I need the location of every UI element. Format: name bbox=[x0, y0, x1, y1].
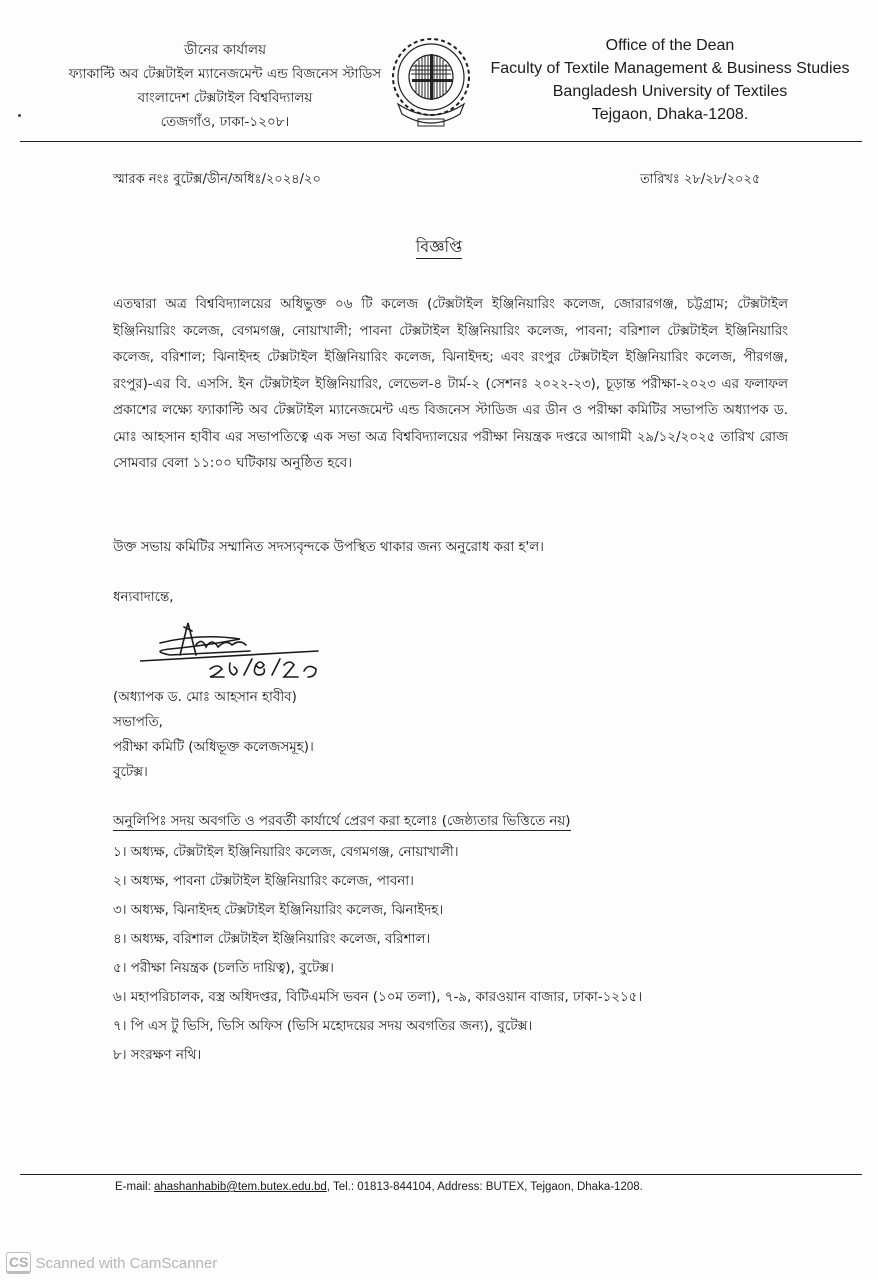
university-name-en: Bangladesh University of Textiles bbox=[552, 83, 788, 100]
header-bangla bbox=[30, 38, 420, 134]
notice-paragraph-1: এতদ্বারা অত্র বিশ্ববিদ্যালয়ের অধিভুক্ত ০৬ টি কলেজ (টেক্সটাইল ইঞ্জিনিয়ারিং কলেজ, জোরারগঞ্জ, চট্টগ্রাম; টেক্সটাইল ইঞ্জিনিয়ারিং কলেজ, বেগমগঞ্জ, নোয়াখালী; পাবনা টেক্সটাইল ইঞ্জিনিয়ারিং কলেজ, পাবনা; বরিশাল টেক্সটাইল ইঞ্জিনিয়ারিং কলেজ, বরিশাল; ঝিনাইদহ টেক্সটাইল ইঞ্জিনিয়ারিং কলেজ, ঝিনাইদহ; এবং রংপুর টেক্সটাইল ইঞ্জিনিয়ারিং কলেজ, পীরগঞ্জ, রংপুর)-এর বি. এসসি. ইন টেক্সটাইল ইঞ্জিনিয়ারিং, লেভেল-৪ টার্ম-২ (সেশনঃ ২০২২-২৩), চূড়ান্ত পরীক্ষা-২০২৩ এর ফলাফল প্রকাশের লক্ষ্যে ফ্যাকাল্টি অব টেক্সটাইল ম্যানেজমেন্ট এন্ড বিজনেস স্টাডিজ এর ডীন ও পরীক্ষা কমিটির সভাপতি অধ্যাপক ড. মোঃ আহসান হাবীব এর সভাপতিত্বে এক সভা অত্র বিশ্ববিদ্যালয়ের পরীক্ষা নিয়ন্ত্রক দপ্তরে আগামী ২৯/১২/২০২৫ তারিখ রোজ সোমবার বেলা ১১:০০ ঘটিকায় অনুষ্ঠিত হবে। bbox=[113, 297, 788, 471]
handwritten-signature bbox=[140, 615, 330, 685]
notice-paragraph-2: উক্ত সভায় কমিটির সম্মানিত সদস্যবৃন্দকে উপস্থিত থাকার জন্য অনুরোধ করা হ'ল। bbox=[113, 540, 544, 555]
email-label: E-mail: bbox=[115, 1181, 154, 1193]
memo-date: তারিখঃ ২৮/২৮/২০২৫ bbox=[640, 172, 761, 187]
list-item: ১। অধ্যক্ষ, টেক্সটাইল ইঞ্জিনিয়ারিং কলেজ, বেগমগঞ্জ, নোয়াখালী। bbox=[113, 845, 459, 860]
signatory-committee: পরীক্ষা কমিটি (অধিভূক্ত কলেজসমূহ)। bbox=[113, 740, 314, 755]
camscanner-logo-icon: CS bbox=[6, 1252, 31, 1274]
header-divider bbox=[20, 141, 862, 142]
copy-distribution-heading-text: অনুলিপিঃ সদয় অবগতি ও পরবর্তী কার্যার্থে প্রেরণ করা হলোঃ (জেষ্ঠ্যতার ভিত্তিতে নয়) bbox=[113, 814, 571, 829]
notice-title-text: বিজ্ঞপ্তি bbox=[416, 237, 463, 259]
copy-distribution-heading bbox=[113, 811, 571, 833]
footer-contact bbox=[115, 1181, 643, 1193]
faculty-name-en: Faculty of Textile Management & Business Studies bbox=[490, 60, 850, 77]
office-name-bn: ডীনের কার্যালয় bbox=[183, 42, 267, 58]
header-english bbox=[470, 34, 870, 126]
address-en: Tejgaon, Dhaka-1208. bbox=[591, 106, 749, 123]
list-item: ৩। অধ্যক্ষ, ঝিনাইদহ টেক্সটাইল ইঞ্জিনিয়ারিং কলেজ, ঝিনাইদহ। bbox=[113, 903, 444, 918]
list-item: ২। অধ্যক্ষ, পাবনা টেক্সটাইল ইঞ্জিনিয়ারিং কলেজ, পাবনা। bbox=[113, 874, 414, 889]
contact-details: , Tel.: 01813-844104, Address: BUTEX, Tejgaon, Dhaka-1208. bbox=[326, 1181, 643, 1193]
scan-speck bbox=[18, 114, 21, 117]
memo-number: স্মারক নংঃ বুটেক্স/ডীন/অধিঃ/২০২৪/২০ bbox=[113, 172, 321, 187]
office-name-en: Office of the Dean bbox=[605, 37, 735, 54]
address-bn: তেজগাঁও, ঢাকা-১২০৮। bbox=[160, 114, 290, 130]
signatory-org: বুটেক্স। bbox=[113, 765, 148, 780]
university-seal-icon bbox=[388, 34, 474, 128]
signatory-title: সভাপতি, bbox=[113, 715, 163, 730]
closing-salutation: ধন্যবাদান্তে, bbox=[113, 590, 174, 605]
copy-distribution-list bbox=[113, 838, 642, 1070]
signatory-name: (অধ্যাপক ড. মোঃ আহসান হাবীব) bbox=[113, 690, 297, 705]
notice-title bbox=[0, 234, 878, 261]
list-item: ৮। সংরক্ষণ নথি। bbox=[113, 1048, 202, 1063]
list-item: ৬। মহাপরিচালক, বস্ত্র অধিদপ্তর, বিটিএমসি ভবন (১০ম তলা), ৭-৯, কারওয়ান বাজার, ঢাকা-১২১৫। bbox=[113, 990, 643, 1005]
list-item: ৫। পরীক্ষা নিয়ন্ত্রক (চলতি দায়িত্ব), বুটেক্স। bbox=[113, 961, 334, 976]
faculty-name-bn: ফ্যাকাল্টি অব টেক্সটাইল ম্যানেজমেন্ট এন্ড বিজনেস স্টাডিস bbox=[68, 66, 382, 82]
camscanner-text: Scanned with CamScanner bbox=[35, 1254, 218, 1272]
email-link[interactable]: ahashanhabib@tem.butex.edu.bd bbox=[153, 1181, 327, 1193]
list-item: ৪। অধ্যক্ষ, বরিশাল টেক্সটাইল ইঞ্জিনিয়ারিং কলেজ, বরিশাল। bbox=[113, 932, 431, 947]
footer-divider bbox=[20, 1174, 862, 1175]
camscanner-watermark bbox=[6, 1252, 217, 1274]
signatory-block bbox=[113, 685, 314, 785]
university-name-bn: বাংলাদেশ টেক্সটাইল বিশ্ববিদ্যালয় bbox=[137, 90, 313, 106]
list-item: ৭। পি এস টু ভিসি, ভিসি অফিস (ভিসি মহোদয়ের সদয় অবগতির জন্য), বুটেক্স। bbox=[113, 1019, 533, 1034]
